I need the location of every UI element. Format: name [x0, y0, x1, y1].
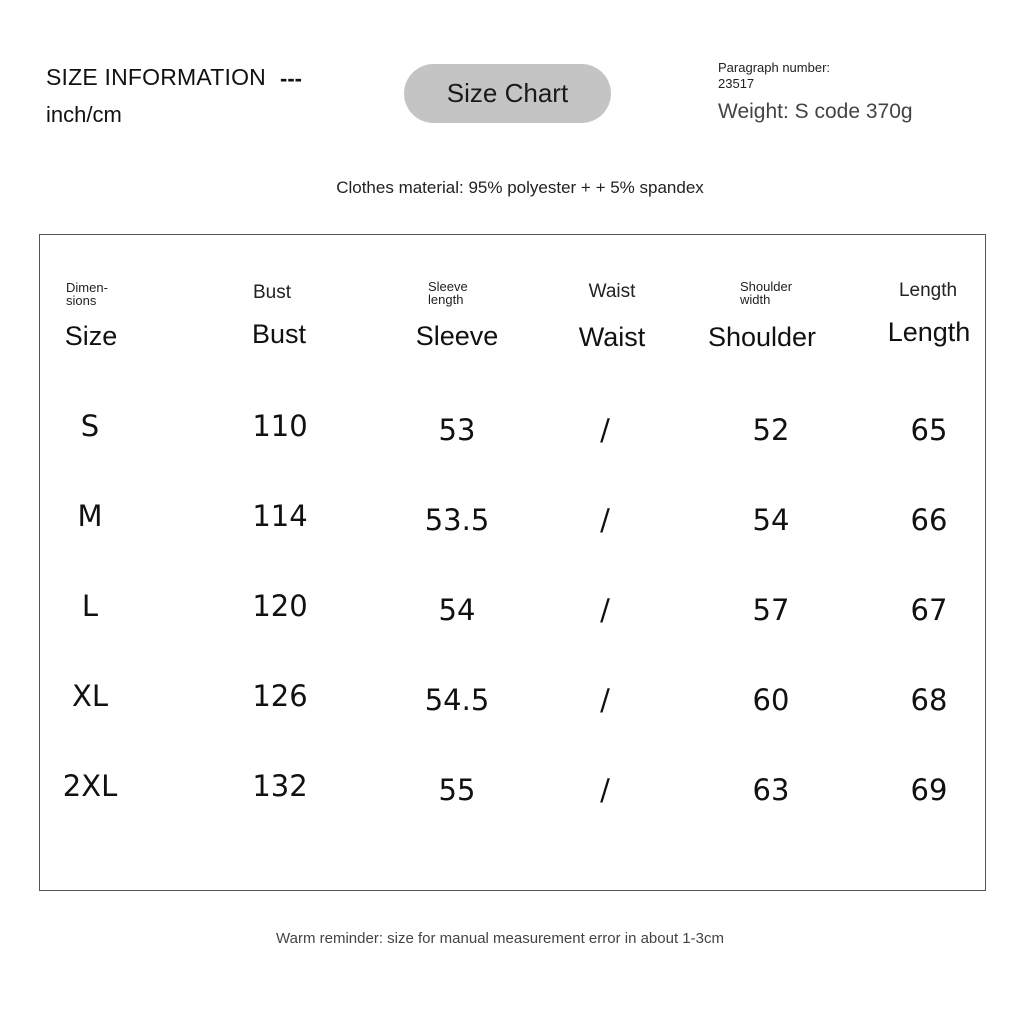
cell-sleeve-xl: 54.5 — [424, 683, 490, 717]
cell-length-s: 65 — [910, 413, 948, 447]
cell-waist-xl: / — [600, 683, 610, 717]
cell-shoulder-2xl: 63 — [752, 773, 790, 807]
header-small-sleeve-text: Sleeve length — [428, 279, 468, 307]
cell-waist-m: / — [600, 503, 610, 537]
cell-shoulder-s: 52 — [752, 413, 790, 447]
size-information-title: SIZE INFORMATION — [46, 64, 266, 90]
paragraph-number: 23517 — [718, 76, 755, 91]
cell-size-2xl: 2XL — [62, 769, 118, 803]
cell-shoulder-m: 54 — [752, 503, 790, 537]
cell-shoulder-l: 57 — [752, 593, 790, 627]
cell-sleeve-l: 54 — [438, 593, 476, 627]
cell-waist-l: / — [600, 593, 610, 627]
weight-info: Weight: S code 370g — [718, 100, 913, 123]
paragraph-number-label: Paragraph number: — [718, 60, 831, 75]
cell-size-m: M — [77, 499, 103, 533]
warm-reminder: Warm reminder: size for manual measurement error in about 1-3cm — [276, 930, 724, 947]
cell-shoulder-xl: 60 — [752, 683, 790, 717]
header-length: Length — [887, 317, 971, 347]
material-info: Clothes material: 95% polyester + + 5% spandex — [336, 178, 704, 197]
cell-sleeve-s: 53 — [438, 413, 476, 447]
header-small-shoulder — [740, 280, 792, 306]
header-waist: Waist — [578, 322, 646, 352]
header-small-size-text: Dimen- sions — [66, 280, 108, 308]
header-small-length: Length — [898, 280, 958, 301]
header-small-shoulder-text: Shoulder width — [740, 279, 793, 307]
title-dash: --- — [280, 66, 302, 91]
cell-sleeve-2xl: 55 — [438, 773, 476, 807]
header-small-size — [66, 281, 108, 307]
cell-length-l: 67 — [910, 593, 948, 627]
size-chart-badge — [404, 64, 611, 123]
unit-label: inch/cm — [46, 102, 122, 127]
header-shoulder: Shoulder — [707, 322, 817, 352]
size-table — [39, 234, 986, 891]
cell-size-l: L — [81, 589, 99, 623]
cell-waist-s: / — [600, 413, 610, 447]
header-size: Size — [64, 321, 118, 351]
cell-bust-2xl: 132 — [252, 769, 308, 803]
cell-size-xl: XL — [71, 679, 109, 713]
cell-length-2xl: 69 — [910, 773, 948, 807]
cell-bust-xl: 126 — [252, 679, 308, 713]
header-small-waist: Waist — [588, 281, 636, 302]
cell-bust-m: 114 — [252, 499, 308, 533]
header-small-bust: Bust — [252, 282, 292, 303]
size-chart-label: Size Chart — [446, 78, 569, 108]
cell-waist-2xl: / — [600, 773, 610, 807]
cell-bust-l: 120 — [252, 589, 308, 623]
header-sleeve: Sleeve — [415, 321, 499, 351]
header-bust: Bust — [251, 319, 307, 349]
cell-length-xl: 68 — [910, 683, 948, 717]
cell-bust-s: 110 — [252, 409, 308, 443]
cell-sleeve-m: 53.5 — [424, 503, 490, 537]
cell-size-s: S — [80, 409, 100, 443]
header-small-sleeve — [428, 280, 468, 306]
cell-length-m: 66 — [910, 503, 948, 537]
